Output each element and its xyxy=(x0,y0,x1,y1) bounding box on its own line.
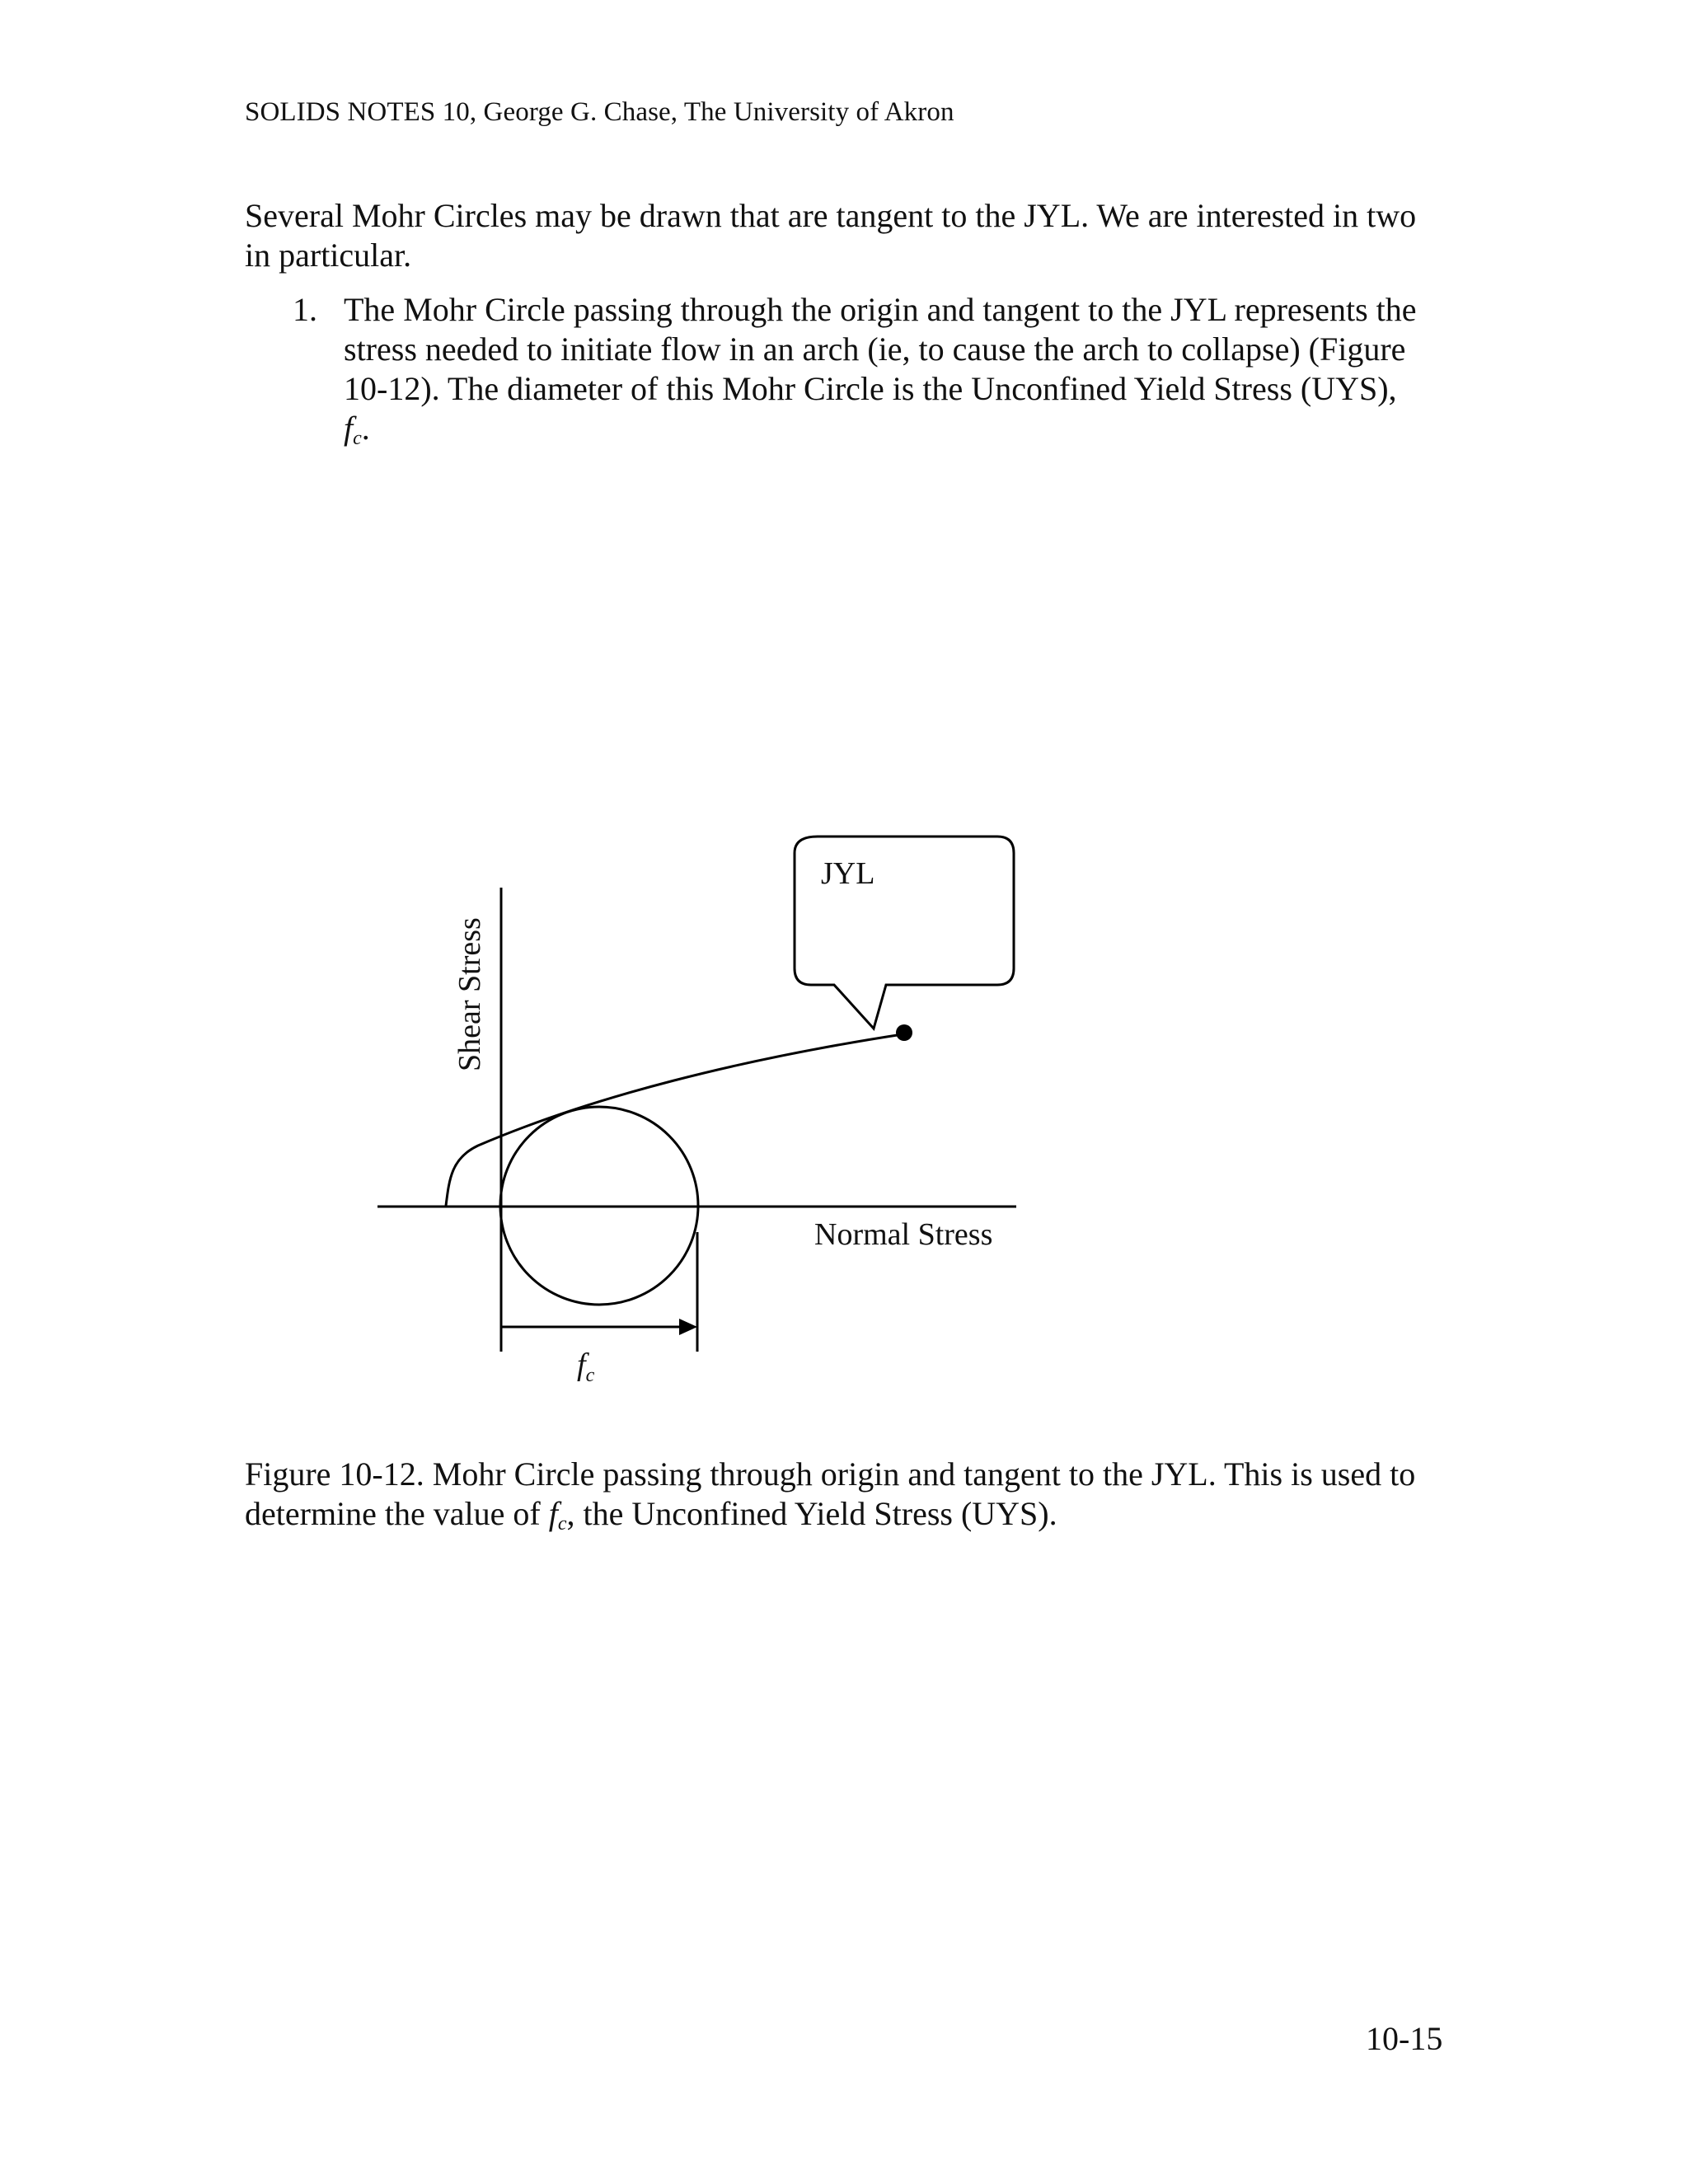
normal-stress-label: Normal Stress xyxy=(814,1217,993,1252)
list-number: 1. xyxy=(293,291,317,328)
jyl-yield-locus xyxy=(446,1034,903,1206)
intro-paragraph: Several Mohr Circles may be drawn that are tangent to the JYL. We are interested in two in particular. xyxy=(245,197,1417,274)
fc-dimension-label: $f_c$ xyxy=(577,1347,595,1386)
jyl-endpoint xyxy=(896,1024,912,1041)
fc-symbol: $f_c$ xyxy=(344,410,362,449)
jyl-callout-label: JYL xyxy=(821,856,875,891)
figure-caption: Figure 10-12. Mohr Circle passing through origin and tangent to the JYL. This is used to determine the value of $f_c$, the Unconfined Yield Stress (UYS). xyxy=(245,1455,1416,1535)
shear-stress-label: Shear Stress xyxy=(452,917,487,1071)
list-item-end: . xyxy=(361,410,370,447)
list-item-text: The Mohr Circle passing through the origin and tangent to the JYL represents the stress needed to initiate flow in an arch (ie, to cause the arch to collapse) (Figure 10-12). The diameter of this Mohr Circle is the Unconfined Yield Stress (UYS), xyxy=(344,291,1417,407)
running-header: SOLIDS NOTES 10, George G. Chase, The University of Akron xyxy=(245,97,954,127)
dimension-arrowhead xyxy=(679,1319,697,1335)
fc-symbol: $f_c$ xyxy=(548,1495,567,1535)
page-number: 10-15 xyxy=(1366,2020,1443,2057)
